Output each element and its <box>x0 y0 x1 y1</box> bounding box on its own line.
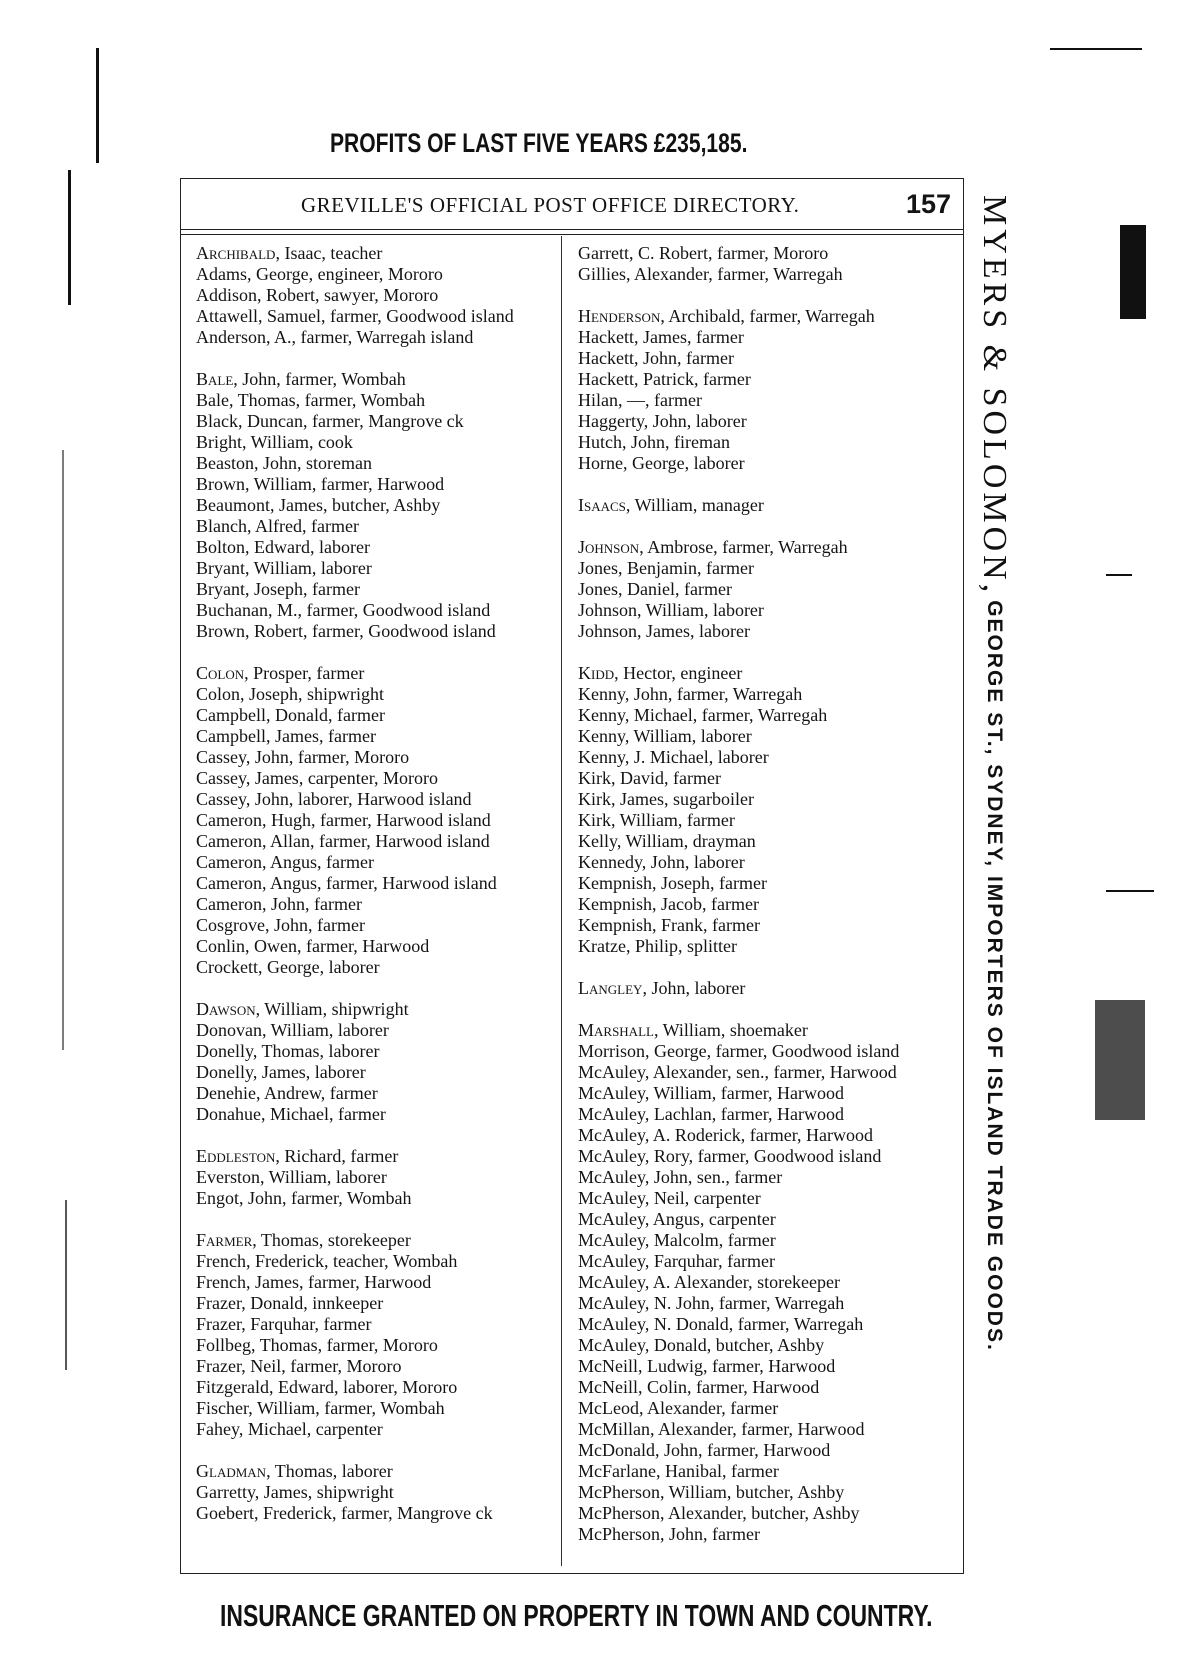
directory-entry: Bryant, Joseph, farmer <box>196 579 360 599</box>
directory-entry: Adams, George, engineer, Mororo <box>196 264 443 284</box>
entry-surname: Gladman <box>196 1461 267 1481</box>
entry-surname: Kidd <box>578 663 615 683</box>
entry-details: , Thomas, laborer <box>266 1461 393 1481</box>
directory-entry: Cameron, John, farmer <box>196 894 362 914</box>
entry-details: , William, shipwright <box>255 999 409 1019</box>
entry-surname: Eddleston <box>196 1146 276 1166</box>
section-gap <box>578 516 958 537</box>
directory-entry: McAuley, William, farmer, Harwood <box>578 1083 844 1103</box>
directory-entry: Beaumont, James, butcher, Ashby <box>196 495 441 515</box>
directory-entry: McDonald, John, farmer, Harwood <box>578 1440 831 1460</box>
directory-entry: McNeill, Ludwig, farmer, Harwood <box>578 1356 836 1376</box>
directory-entry-section-lead <box>578 1020 958 1041</box>
directory-entry: McAuley, A. Roderick, farmer, Harwood <box>578 1125 874 1145</box>
directory-entry: Johnson, James, laborer <box>578 621 750 641</box>
directory-entry: McAuley, Neil, carpenter <box>578 1188 761 1208</box>
directory-entry: Everston, William, laborer <box>196 1167 387 1187</box>
section-gap <box>196 642 566 663</box>
directory-entry-section-lead <box>578 306 958 327</box>
entry-surname: Dawson <box>196 999 256 1019</box>
entry-details: , Richard, farmer <box>275 1146 399 1166</box>
directory-entry: McPherson, William, butcher, Ashby <box>578 1482 845 1502</box>
directory-entry: Addison, Robert, sawyer, Mororo <box>196 285 439 305</box>
header-rule <box>181 229 963 235</box>
entry-details: , Archibald, farmer, Warregah <box>660 306 875 326</box>
side-ad-firm: MYERS & SOLOMON, <box>976 195 1013 597</box>
directory-entry: Cameron, Allan, farmer, Harwood island <box>196 831 490 851</box>
scan-mark-left-3 <box>62 450 64 1050</box>
directory-entry: McAuley, N. Donald, farmer, Warregah <box>578 1314 864 1334</box>
directory-entry: Kelly, William, drayman <box>578 831 756 851</box>
directory-entry: McAuley, Donald, butcher, Ashby <box>578 1335 825 1355</box>
directory-entry-section-lead <box>578 978 958 999</box>
directory-entry: Kenny, Michael, farmer, Warregah <box>578 705 828 725</box>
directory-entry: Kratze, Philip, splitter <box>578 936 737 956</box>
directory-entry: McFarlane, Hanibal, farmer <box>578 1461 779 1481</box>
directory-entry-section-lead <box>196 1230 566 1251</box>
entry-details: , John, laborer <box>642 978 746 998</box>
directory-entry: Cassey, John, laborer, Harwood island <box>196 789 472 809</box>
section-gap <box>578 642 958 663</box>
entry-details: , Ambrose, farmer, Warregah <box>639 537 848 557</box>
entry-surname: Bale <box>196 369 234 389</box>
directory-entry: Cosgrove, John, farmer <box>196 915 365 935</box>
scan-mark-left-4 <box>65 1200 67 1370</box>
directory-entry: McAuley, Rory, farmer, Goodwood island <box>578 1146 882 1166</box>
directory-entry: Cassey, John, farmer, Mororo <box>196 747 410 767</box>
directory-entry: Donelly, Thomas, laborer <box>196 1041 380 1061</box>
directory-entry: McMillan, Alexander, farmer, Harwood <box>578 1419 865 1439</box>
directory-entry: McAuley, Lachlan, farmer, Harwood <box>578 1104 845 1124</box>
entry-details: , William, manager <box>625 495 764 515</box>
directory-entry: Bright, William, cook <box>196 432 353 452</box>
scan-mark-right-5 <box>1106 890 1154 892</box>
directory-entry: Kenny, John, farmer, Warregah <box>578 684 803 704</box>
directory-entry: Hackett, Patrick, farmer <box>578 369 751 389</box>
directory-entry: Jones, Benjamin, farmer <box>578 558 754 578</box>
directory-entry: Engot, John, farmer, Wombah <box>196 1188 412 1208</box>
directory-entry: Colon, Joseph, shipwright <box>196 684 385 704</box>
directory-entry: Johnson, William, laborer <box>578 600 764 620</box>
directory-entry: Morrison, George, farmer, Goodwood island <box>578 1041 900 1061</box>
directory-entry: McLeod, Alexander, farmer <box>578 1398 779 1418</box>
directory-entry: Kempnish, Jacob, farmer <box>578 894 759 914</box>
directory-entry: McAuley, N. John, farmer, Warregah <box>578 1293 845 1313</box>
section-gap <box>196 978 566 999</box>
directory-entry-section-lead <box>196 663 566 684</box>
side-advertisement <box>975 195 1013 1352</box>
entry-surname: Farmer <box>196 1230 253 1250</box>
section-gap <box>196 1440 566 1461</box>
directory-entry: Blanch, Alfred, farmer <box>196 516 359 536</box>
directory-entry: Frazer, Neil, farmer, Mororo <box>196 1356 402 1376</box>
directory-entry: Hutch, John, fireman <box>578 432 730 452</box>
directory-entry-section-lead <box>196 369 566 390</box>
directory-entry: Kennedy, John, laborer <box>578 852 745 872</box>
directory-entry: Kirk, William, farmer <box>578 810 735 830</box>
scan-mark-left-1 <box>96 48 99 163</box>
directory-entry: Kirk, James, sugarboiler <box>578 789 754 809</box>
section-gap <box>196 1125 566 1146</box>
directory-entry: McAuley, Farquhar, farmer <box>578 1251 776 1271</box>
scan-mark-right-1 <box>1120 225 1146 319</box>
directory-entry-section-lead <box>196 243 566 264</box>
entry-surname: Henderson <box>578 306 661 326</box>
scan-mark-right-3 <box>1050 48 1142 50</box>
directory-entry: Kempnish, Frank, farmer <box>578 915 760 935</box>
side-ad-text: GEORGE ST., SYDNEY, IMPORTERS OF ISLAND TRADE GOODS. <box>983 600 1006 1352</box>
directory-entry: Cassey, James, carpenter, Mororo <box>196 768 439 788</box>
section-gap <box>196 348 566 369</box>
directory-entry: Campbell, Donald, farmer <box>196 705 385 725</box>
section-gap <box>578 474 958 495</box>
directory-entry-section-lead <box>196 1146 566 1167</box>
directory-entry-section-lead <box>578 663 958 684</box>
bottom-banner: INSURANCE GRANTED ON PROPERTY IN TOWN AND COUNTRY. <box>220 1598 933 1633</box>
page-number: 157 <box>905 189 951 219</box>
entry-details: , Hector, engineer <box>614 663 743 683</box>
directory-entry: McAuley, A. Alexander, storekeeper <box>578 1272 841 1292</box>
directory-entry: McNeill, Colin, farmer, Harwood <box>578 1377 820 1397</box>
directory-entry: Garretty, James, shipwright <box>196 1482 394 1502</box>
directory-entry: McAuley, Alexander, sen., farmer, Harwood <box>578 1062 897 1082</box>
section-gap <box>578 957 958 978</box>
directory-entry: Gillies, Alexander, farmer, Warregah <box>578 264 843 284</box>
directory-entry: Bryant, William, laborer <box>196 558 372 578</box>
directory-entry: Denehie, Andrew, farmer <box>196 1083 378 1103</box>
directory-entry-section-lead <box>578 537 958 558</box>
directory-entry: Conlin, Owen, farmer, Harwood <box>196 936 430 956</box>
scan-mark-left-2 <box>68 170 71 305</box>
directory-entry: Donelly, James, laborer <box>196 1062 366 1082</box>
directory-entry-section-lead <box>196 1461 566 1482</box>
directory-entry: McAuley, Malcolm, farmer <box>578 1230 776 1250</box>
directory-entry: Follbeg, Thomas, farmer, Mororo <box>196 1335 438 1355</box>
directory-entry: McPherson, John, farmer <box>578 1524 760 1544</box>
directory-entry: Beaston, John, storeman <box>196 453 372 473</box>
top-banner: PROFITS OF LAST FIVE YEARS £235,185. <box>330 128 748 158</box>
directory-entry: McAuley, Angus, carpenter <box>578 1209 776 1229</box>
directory-entry: Frazer, Farquhar, farmer <box>196 1314 372 1334</box>
directory-entry: Horne, George, laborer <box>578 453 745 473</box>
directory-title: GREVILLE'S OFFICIAL POST OFFICE DIRECTORY. <box>301 193 800 217</box>
directory-entry: Kenny, William, laborer <box>578 726 752 746</box>
entry-details: , Prosper, farmer <box>244 663 365 683</box>
directory-entry: Black, Duncan, farmer, Mangrove ck <box>196 411 464 431</box>
directory-entry: Haggerty, John, laborer <box>578 411 747 431</box>
directory-entry: Attawell, Samuel, farmer, Goodwood island <box>196 306 514 326</box>
entry-details: , Thomas, storekeeper <box>252 1230 411 1250</box>
directory-entry: Bale, Thomas, farmer, Wombah <box>196 390 426 410</box>
entry-details: , John, farmer, Wombah <box>233 369 406 389</box>
directory-entry: Fitzgerald, Edward, laborer, Mororo <box>196 1377 458 1397</box>
directory-entry: Garrett, C. Robert, farmer, Mororo <box>578 243 829 263</box>
section-gap <box>196 1209 566 1230</box>
directory-entry: French, James, farmer, Harwood <box>196 1272 432 1292</box>
entry-surname: Archibald <box>196 243 276 263</box>
directory-entry: Bolton, Edward, laborer <box>196 537 370 557</box>
directory-entry: Cameron, Angus, farmer, Harwood island <box>196 873 497 893</box>
directory-entry: Cameron, Angus, farmer <box>196 852 374 872</box>
directory-entry: McAuley, John, sen., farmer <box>578 1167 783 1187</box>
directory-entry: Crockett, George, laborer <box>196 957 380 977</box>
directory-entry: Brown, Robert, farmer, Goodwood island <box>196 621 496 641</box>
directory-entry: Donovan, William, laborer <box>196 1020 389 1040</box>
directory-entry: Fischer, William, farmer, Wombah <box>196 1398 445 1418</box>
entry-surname: Langley <box>578 978 643 998</box>
entry-details: , Isaac, teacher <box>275 243 383 263</box>
section-gap <box>578 999 958 1020</box>
entry-surname: Marshall <box>578 1020 654 1040</box>
scan-mark-right-4 <box>1106 574 1132 576</box>
entry-details: , William, shoemaker <box>653 1020 808 1040</box>
directory-entry: Kempnish, Joseph, farmer <box>578 873 767 893</box>
directory-entry: Kirk, David, farmer <box>578 768 721 788</box>
page-header <box>181 189 963 223</box>
scan-mark-right-2 <box>1095 1000 1145 1120</box>
directory-entry-section-lead <box>196 999 566 1020</box>
directory-entry: Anderson, A., farmer, Warregah island <box>196 327 474 347</box>
entry-surname: Johnson <box>578 537 640 557</box>
directory-entry: Fahey, Michael, carpenter <box>196 1419 383 1439</box>
right-column <box>578 243 958 1545</box>
directory-entry: Buchanan, M., farmer, Goodwood island <box>196 600 491 620</box>
directory-entry: Donahue, Michael, farmer <box>196 1104 386 1124</box>
directory-entry: McPherson, Alexander, butcher, Ashby <box>578 1503 860 1523</box>
entry-surname: Isaacs <box>578 495 626 515</box>
left-column <box>196 243 566 1524</box>
directory-entry: Goebert, Frederick, farmer, Mangrove ck <box>196 1503 493 1523</box>
directory-entry: Hackett, John, farmer <box>578 348 734 368</box>
directory-entry: Hilan, —, farmer <box>578 390 702 410</box>
directory-entry: Jones, Daniel, farmer <box>578 579 732 599</box>
directory-entry: Hackett, James, farmer <box>578 327 744 347</box>
directory-entry: Frazer, Donald, innkeeper <box>196 1293 384 1313</box>
directory-entry: Cameron, Hugh, farmer, Harwood island <box>196 810 491 830</box>
directory-entry: French, Frederick, teacher, Wombah <box>196 1251 458 1271</box>
entry-surname: Colon <box>196 663 245 683</box>
directory-entry-section-lead <box>578 495 958 516</box>
directory-entry: Kenny, J. Michael, laborer <box>578 747 769 767</box>
directory-entry: Campbell, James, farmer <box>196 726 376 746</box>
section-gap <box>578 285 958 306</box>
directory-entry: Brown, William, farmer, Harwood <box>196 474 445 494</box>
